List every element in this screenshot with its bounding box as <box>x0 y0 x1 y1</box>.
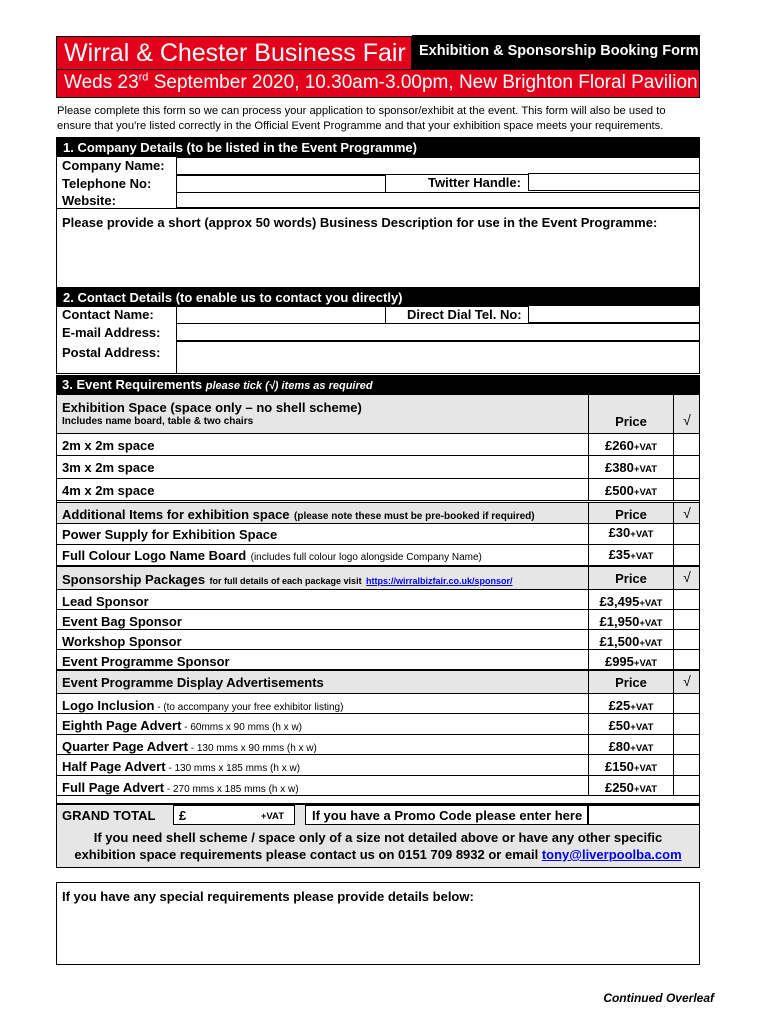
telephone-label: Telephone No: <box>62 176 152 191</box>
row-price: £260+VAT <box>604 438 658 453</box>
event-title: Wirral & Chester Business Fair <box>64 39 406 67</box>
tick-checkbox[interactable] <box>674 456 700 478</box>
logo-board-price: £35+VAT <box>608 547 654 562</box>
website-input[interactable] <box>176 192 700 208</box>
contact-name-label: Contact Name: <box>62 307 154 322</box>
sponsor-link[interactable]: https://wirralbizfair.co.uk/sponsor/ <box>366 576 513 586</box>
email-input[interactable] <box>176 323 700 341</box>
section-company-heading: 1. Company Details (to be listed in the Event Programme) <box>57 138 699 157</box>
event-date-banner <box>56 70 700 98</box>
grand-total-input[interactable] <box>173 805 295 825</box>
row-label: Lead Sponsor <box>62 594 149 609</box>
row-price: £150+VAT <box>604 759 658 775</box>
telephone-input[interactable] <box>176 175 386 193</box>
exhibition-title: Exhibition Space (space only – no shell scheme) <box>62 400 362 415</box>
row-price: £1,500+VAT <box>599 634 663 649</box>
intro-text: Please complete this form so we can process your application to sponsor/exhibit at the event. This form will also be used to ensure that you're listed correctly in the Official Event Programme and that your exhibition space meets your requirements. <box>57 105 666 132</box>
contact-email-link[interactable]: tony@liverpoolba.com <box>541 847 682 862</box>
row-label: Event Programme Sponsor <box>62 654 230 669</box>
company-name-label: Company Name: <box>62 158 165 173</box>
price-label-3: Price <box>615 571 647 586</box>
tick-checkbox[interactable] <box>674 545 700 566</box>
logo-board-row: Full Colour Logo Name Board (includes full colour logo alongside Company Name) <box>62 548 482 563</box>
tick-checkbox[interactable] <box>674 694 700 714</box>
exhibition-subtitle: Includes name board, table & two chairs <box>62 416 254 427</box>
price-label-4: Price <box>615 675 647 690</box>
price-label-2: Price <box>615 507 647 522</box>
price-label-1: Price <box>615 414 647 429</box>
tick-checkbox[interactable] <box>674 610 700 630</box>
sponsorship-title: Sponsorship Packages for full details of each package visit https://wirralbizfair.co.uk/sponsor/ <box>62 572 513 587</box>
tick-checkbox[interactable] <box>674 524 700 545</box>
row-label: Logo Inclusion - (to accompany your free exhibitor listing) <box>62 698 344 713</box>
special-requirements-label: If you have any special requirements please provide details below: <box>62 889 474 904</box>
row-price: £3,495+VAT <box>599 594 663 609</box>
form-title-banner <box>412 35 700 70</box>
row-price: £250+VAT <box>604 779 658 795</box>
section-contact-heading: 2. Contact Details (to enable us to contact you directly) <box>57 288 699 307</box>
contact-note-line2: exhibition space requirements please contact us on 0151 709 8932 or email tony@liverpoolba.com <box>74 847 682 862</box>
twitter-label: Twitter Handle: <box>428 175 521 190</box>
price-col-divider <box>588 566 674 590</box>
grand-total-currency: £ <box>179 808 187 823</box>
row-price: £500+VAT <box>604 482 658 498</box>
row-label: Half Page Advert - 130 mms x 185 mms (h x w) <box>62 759 301 775</box>
grand-total-vat: +VAT <box>260 811 284 822</box>
row-label: 3m x 2m space <box>62 460 155 476</box>
event-date: Weds 23rd September 2020, 10.30am-3.00pm, New Brighton Floral Pavilion <box>64 71 698 93</box>
price-col-divider <box>588 502 674 524</box>
additional-title: Additional Items for exhibition space (please note these must be pre-booked if required) <box>62 507 535 522</box>
tick-checkbox[interactable] <box>674 630 700 650</box>
row-price: £50+VAT <box>608 718 654 734</box>
row-label: Full Page Advert - 270 mms x 185 mms (h x w) <box>62 779 299 795</box>
tick-checkbox[interactable] <box>674 776 700 796</box>
postal-label: Postal Address: <box>62 345 161 360</box>
tick-header-1: √ <box>683 412 691 428</box>
contact-note-line1: If you need shell scheme / space only of a size not detailed above or have any other specific <box>93 830 663 845</box>
section-event-heading: 3. Event Requirements please tick (√) items as required <box>56 375 700 394</box>
tick-header-2: √ <box>683 505 691 521</box>
price-cell <box>588 545 674 566</box>
row-label: 4m x 2m space <box>62 482 155 498</box>
tick-checkbox[interactable] <box>674 714 700 734</box>
description-input[interactable] <box>56 208 700 288</box>
row-price: £995+VAT <box>604 654 658 669</box>
tick-checkbox[interactable] <box>674 479 700 501</box>
promo-code-input[interactable] <box>588 805 700 825</box>
row-price: £1,950+VAT <box>599 614 663 629</box>
row-label: Quarter Page Advert - 130 mms x 90 mms (h x w) <box>62 738 317 754</box>
tick-checkbox[interactable] <box>674 735 700 755</box>
power-supply-label: Power Supply for Exhibition Space <box>62 527 278 542</box>
continued-overleaf: Continued Overleaf <box>603 991 714 1005</box>
row-label: Event Bag Sponsor <box>62 614 182 629</box>
tick-header-3: √ <box>683 569 691 585</box>
description-label: Please provide a short (approx 50 words) Business Description for use in the Event Programme: <box>62 215 658 230</box>
adverts-title: Event Programme Display Advertisements <box>62 675 324 690</box>
direct-dial-label: Direct Dial Tel. No: <box>407 307 522 322</box>
tick-checkbox[interactable] <box>674 590 700 610</box>
tick-header-4: √ <box>683 673 691 689</box>
row-label: Eighth Page Advert - 60mms x 90 mms (h x w) <box>62 718 303 734</box>
row-label: Workshop Sponsor <box>62 634 182 649</box>
tick-checkbox[interactable] <box>674 755 700 775</box>
header-title-banner <box>56 36 412 70</box>
tick-checkbox[interactable] <box>674 650 700 670</box>
promo-label-box: If you have a Promo Code please enter here <box>305 805 588 825</box>
postal-input[interactable] <box>176 341 700 374</box>
row-price: £380+VAT <box>604 460 658 476</box>
row-label: 2m x 2m space <box>62 438 155 453</box>
price-cell <box>588 524 674 545</box>
contact-name-input[interactable] <box>176 306 386 324</box>
email-label: E-mail Address: <box>62 325 161 340</box>
row-price: £80+VAT <box>608 738 654 754</box>
price-col-divider <box>588 670 674 694</box>
tick-checkbox[interactable] <box>674 434 700 456</box>
direct-dial-input[interactable] <box>528 305 700 323</box>
power-supply-price: £30+VAT <box>608 525 654 540</box>
twitter-input[interactable] <box>528 173 700 191</box>
row-price: £25+VAT <box>608 698 654 713</box>
website-label: Website: <box>62 193 116 208</box>
form-title: Exhibition & Sponsorship Booking Form <box>419 43 699 59</box>
grand-total-label: GRAND TOTAL <box>62 808 156 823</box>
